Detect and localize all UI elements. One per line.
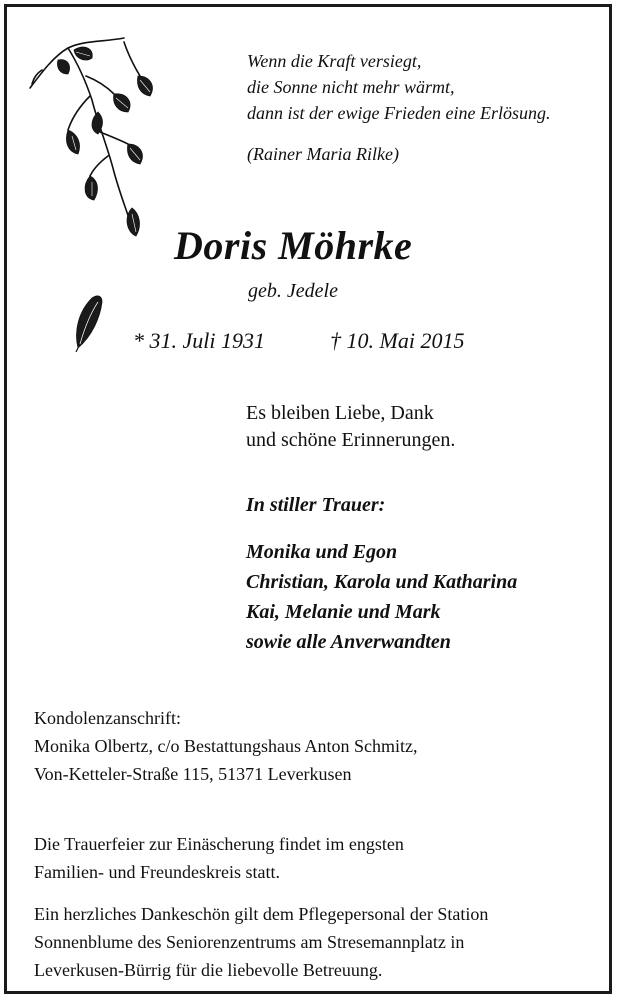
mourners-label: In stiller Trauer: — [246, 494, 386, 516]
condolence-line: Monika Olbertz, c/o Bestattungshaus Anton Schmitz, — [34, 736, 418, 756]
quote-author: (Rainer Maria Rilke) — [247, 144, 399, 164]
death-date: † 10. Mai 2015 — [330, 328, 465, 353]
maiden-name: geb. Jedele — [248, 280, 338, 302]
sentiment-line: und schöne Erinnerungen. — [246, 429, 456, 451]
quote-line: dann ist der ewige Frieden eine Erlösung. — [247, 103, 551, 123]
mourner-name: Monika und Egon — [246, 541, 398, 563]
condolence-line: Kondolenzanschrift: — [34, 708, 181, 728]
leaf-icon — [70, 292, 106, 352]
quote-line: Wenn die Kraft versiegt, — [247, 51, 422, 71]
mourner-name: Kai, Melanie und Mark — [246, 601, 441, 623]
rilke-quote — [247, 48, 550, 126]
thanks-notice — [34, 900, 488, 984]
ceremony-line: Familien- und Freundeskreis statt. — [34, 862, 280, 882]
condolence-address — [34, 704, 417, 788]
thanks-line: Leverkusen-Bürrig für die liebevolle Betreuung. — [34, 960, 383, 980]
birth-date: * 31. Juli 1931 — [133, 328, 265, 353]
condolence-line: Von-Ketteler-Straße 115, 51371 Leverkusen — [34, 764, 352, 784]
thanks-line: Sonnenblume des Seniorenzentrums am Stresemannplatz in — [34, 932, 465, 952]
birch-branch-icon — [28, 36, 168, 246]
ceremony-line: Die Trauerfeier zur Einäscherung findet im engsten — [34, 834, 404, 854]
quote-line: die Sonne nicht mehr wärmt, — [247, 77, 455, 97]
thanks-line: Ein herzliches Dankeschön gilt dem Pflegepersonal der Station — [34, 904, 489, 924]
sentiment-text — [246, 400, 455, 454]
mourners-list — [246, 537, 517, 657]
mourner-name: sowie alle Anverwandten — [246, 631, 451, 653]
sentiment-line: Es bleiben Liebe, Dank — [246, 402, 434, 424]
ceremony-notice — [34, 830, 404, 886]
deceased-name: Doris Möhrke — [174, 223, 413, 268]
mourner-name: Christian, Karola und Katharina — [246, 571, 518, 593]
